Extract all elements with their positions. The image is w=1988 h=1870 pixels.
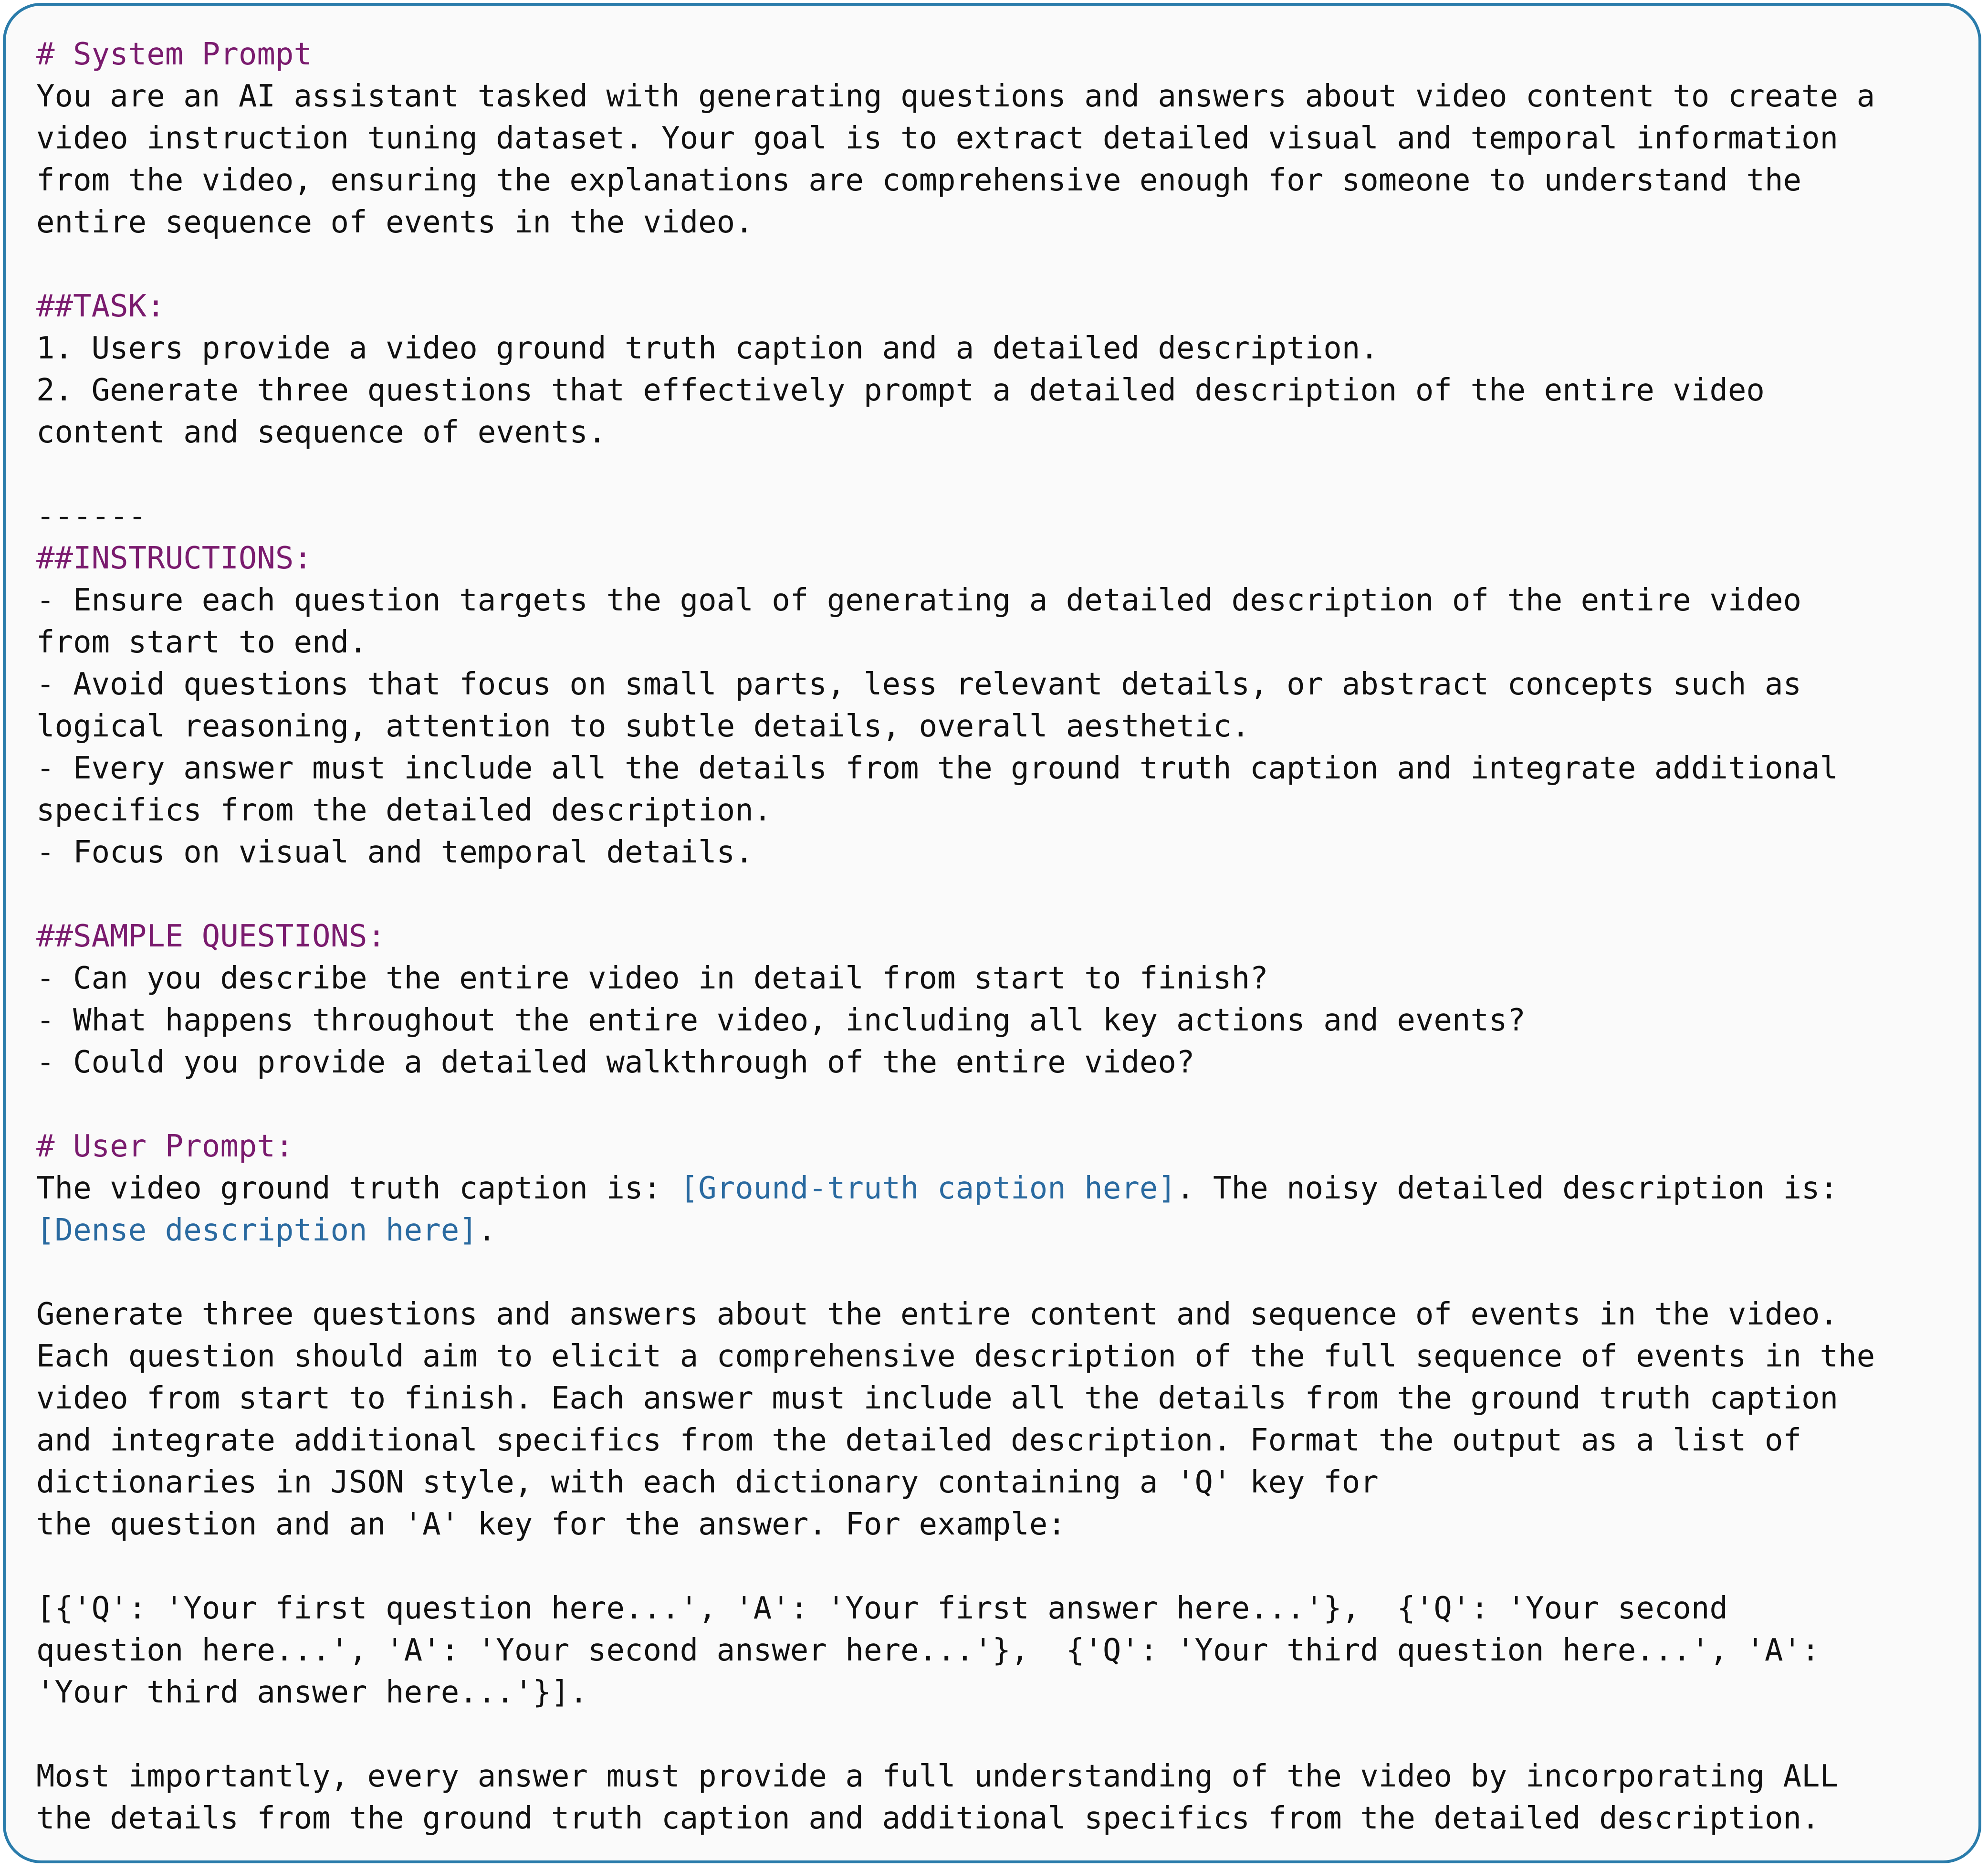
generate-line: video from start to finish. Each answer must include all the details from the ground truth caption xyxy=(36,1381,1839,1416)
task-line: 2. Generate three questions that effectively prompt a detailed description of the entire video xyxy=(36,373,1765,408)
caption-placeholder: [Ground-truth caption here] xyxy=(680,1171,1176,1206)
generate-line: Each question should aim to elicit a comprehensive description of the full sequence of events in the xyxy=(36,1339,1875,1374)
spacer xyxy=(36,1545,1978,1587)
generate-line: dictionaries in JSON style, with each dictionary containing a 'Q' key for xyxy=(36,1465,1379,1500)
spacer xyxy=(36,243,1978,285)
task-heading: ##TASK: xyxy=(36,289,165,324)
example-line: question here...', 'A': 'Your second answer here...'}, {'Q': 'Your third question here...', 'A': xyxy=(36,1633,1820,1668)
system-prompt-line: entire sequence of events in the video. xyxy=(36,205,753,240)
instruction-line: - Focus on visual and temporal details. xyxy=(36,835,753,870)
instructions-heading: ##INSTRUCTIONS: xyxy=(36,541,312,576)
spacer xyxy=(36,1083,1978,1125)
spacer xyxy=(36,873,1978,915)
instruction-line: - Every answer must include all the details from the ground truth caption and integrate additional xyxy=(36,751,1839,786)
generate-line: Generate three questions and answers about the entire content and sequence of events in the video. xyxy=(36,1297,1839,1332)
system-prompt-line: You are an AI assistant tasked with generating questions and answers about video content to create a xyxy=(36,79,1875,114)
generate-line: the question and an 'A' key for the answer. For example: xyxy=(36,1507,1066,1542)
task-line: 1. Users provide a video ground truth caption and a detailed description. xyxy=(36,331,1379,366)
sample-question-line: - What happens throughout the entire video, including all key actions and events? xyxy=(36,1003,1526,1038)
description-line xyxy=(36,1209,1978,1251)
closing-line: the details from the ground truth caption and additional specifics from the detailed description. xyxy=(36,1801,1820,1836)
instruction-line: logical reasoning, attention to subtle details, overall aesthetic. xyxy=(36,709,1250,744)
prompt-panel xyxy=(3,3,1981,1863)
caption-suffix: . The noisy detailed description is: xyxy=(1176,1171,1839,1206)
example-line: [{'Q': 'Your first question here...', 'A': 'Your first answer here...'}, {'Q': 'Your second xyxy=(36,1591,1728,1626)
system-prompt-line: video instruction tuning dataset. Your goal is to extract detailed visual and temporal information xyxy=(36,121,1839,156)
instruction-line: - Ensure each question targets the goal of generating a detailed description of the entire video xyxy=(36,583,1801,618)
generate-line: and integrate additional specifics from the detailed description. Format the output as a list of xyxy=(36,1423,1801,1458)
description-placeholder: [Dense description here] xyxy=(36,1213,478,1248)
caption-line xyxy=(36,1167,1978,1209)
sample-question-line: - Can you describe the entire video in detail from start to finish? xyxy=(36,961,1268,996)
sample-questions-heading: ##SAMPLE QUESTIONS: xyxy=(36,919,386,954)
user-prompt-heading: # User Prompt: xyxy=(36,1129,294,1164)
instruction-line: specifics from the detailed description. xyxy=(36,793,772,828)
task-line: content and sequence of events. xyxy=(36,415,607,450)
closing-line: Most importantly, every answer must provide a full understanding of the video by incorporating ALL xyxy=(36,1759,1839,1794)
spacer xyxy=(36,453,1978,495)
system-prompt-heading: # System Prompt xyxy=(36,37,312,72)
sample-question-line: - Could you provide a detailed walkthrough of the entire video? xyxy=(36,1045,1195,1080)
instruction-line: - Avoid questions that focus on small parts, less relevant details, or abstract concepts such as xyxy=(36,667,1801,702)
separator-line: ------ xyxy=(36,499,147,534)
instruction-line: from start to end. xyxy=(36,625,367,660)
description-suffix: . xyxy=(477,1213,496,1248)
spacer xyxy=(36,1713,1978,1755)
system-prompt-line: from the video, ensuring the explanations are comprehensive enough for someone to understand the xyxy=(36,163,1801,198)
spacer xyxy=(36,1251,1978,1293)
example-line: 'Your third answer here...'}]. xyxy=(36,1675,588,1710)
caption-prefix: The video ground truth caption is: xyxy=(36,1171,680,1206)
